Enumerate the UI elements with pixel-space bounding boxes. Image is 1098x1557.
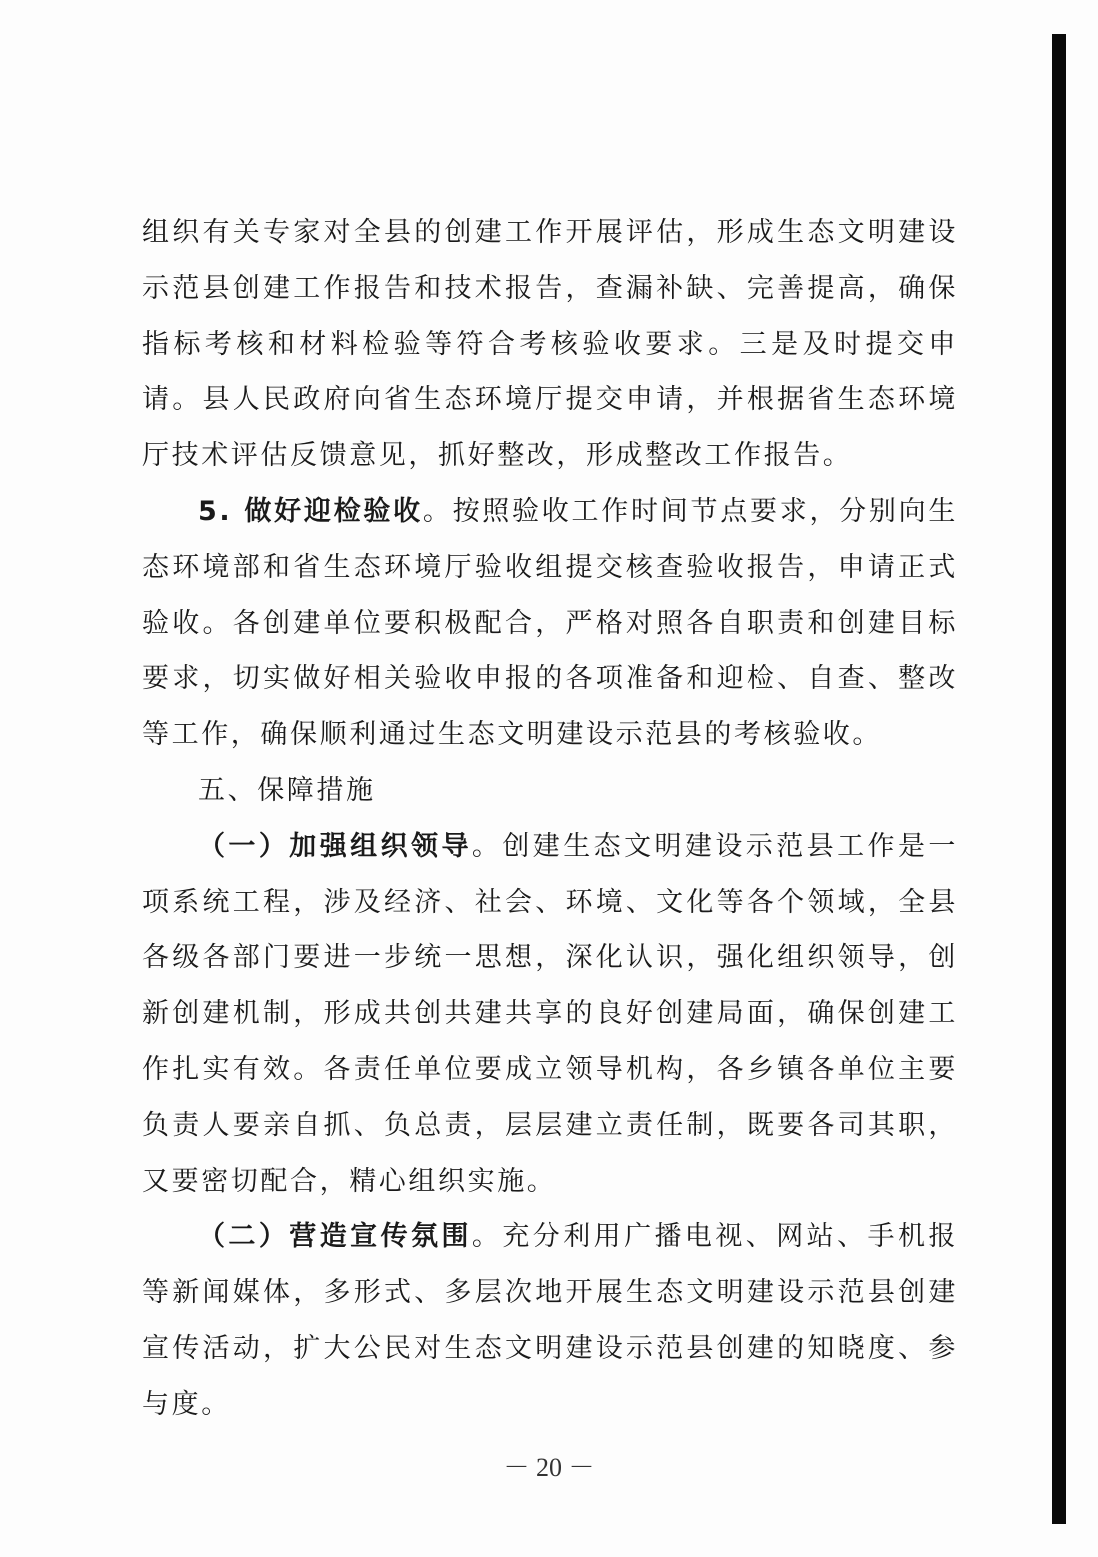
page-number: － 20 －: [503, 1453, 595, 1482]
paragraph-organization: [142, 819, 958, 1210]
paragraph-text: 组织有关专家对全县的创建工作开展评估，形成生态文明建设示范县创建工作报告和技术报告，查漏补缺、完善提高，确保指标考核和材料检验等符合考核验收要求。三是及时提交申请。县人民政府向省生态环境厅提交申请，并根据省生态环境厅技术评估反馈意见，抓好整改，形成整改工作报告。: [142, 217, 958, 472]
paragraph-text: 。按照验收工作时间节点要求，分别向生态环境部和省生态环境厅验收组提交核查验收报告，申请正式验收。各创建单位要积极配合，严格对照各自职责和创建目标要求，切实做好相关验收申报的各项准备和迎检、自查、整改等工作，确保顺利通过生态文明建设示范县的考核验收。: [142, 495, 958, 751]
paragraph-lead: （一）加强组织领导: [198, 830, 472, 862]
paragraph-publicity: [142, 1209, 958, 1432]
scan-edge-bar: [1052, 34, 1066, 1524]
paragraph-lead: 5. 做好迎检验收: [198, 495, 423, 527]
paragraph-lead: （二）营造宣传氛围: [198, 1221, 472, 1253]
paragraph-text: 。创建生态文明建设示范县工作是一项系统工程，涉及经济、社会、环境、文化等各个领域，全县各级各部门要进一步统一思想，深化认识，强化组织领导，创新创建机制，形成共创共建共享的良好创建局面，确保创建工作扎实有效。各责任单位要成立领导机构，各乡镇各单位主要负责人要亲自抓、负总责，层层建立责任制，既要各司其职，又要密切配合，精心组织实施。: [142, 830, 958, 1197]
paragraph-continuation: [142, 205, 958, 484]
paragraph-text: 。充分利用广播电视、网站、手机报等新闻媒体，多形式、多层次地开展生态文明建设示范县创建宣传活动，扩大公民对生态文明建设示范县创建的知晓度、参与度。: [142, 1221, 958, 1420]
section-heading: 五、保障措施: [198, 774, 376, 806]
paragraph-acceptance: [142, 484, 958, 763]
document-body: [142, 205, 958, 1433]
